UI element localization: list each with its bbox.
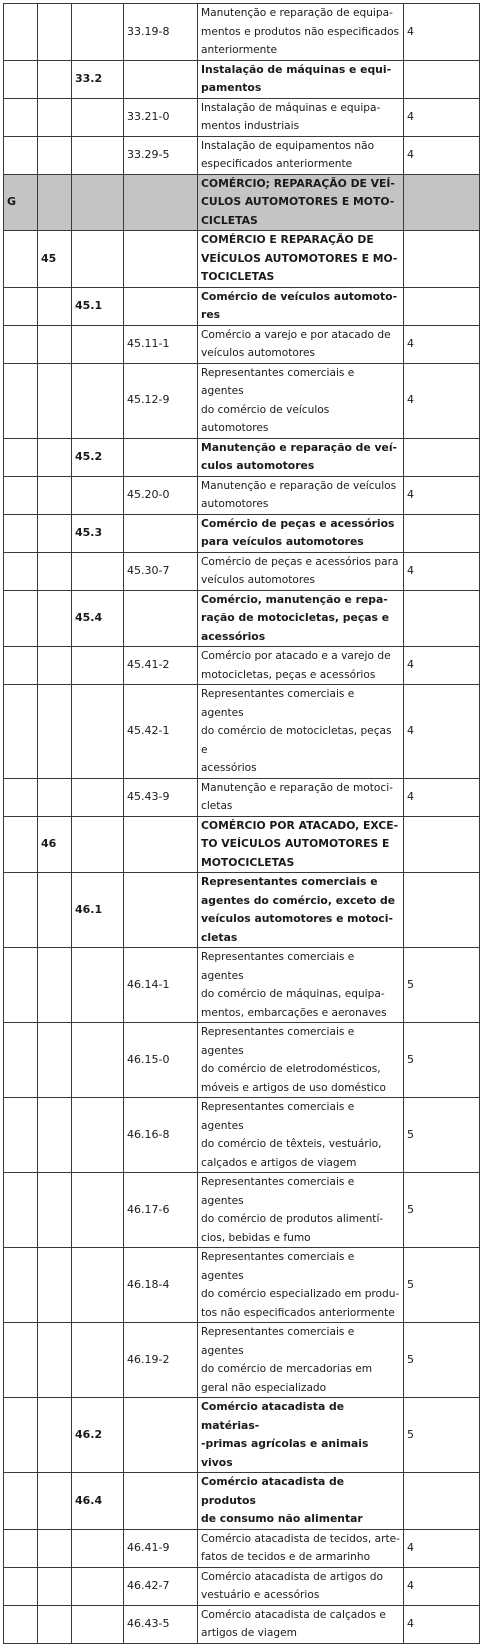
- risk-grade-cell: [404, 873, 480, 948]
- table-row: [4, 778, 480, 816]
- description-text: Representantes comerciais e agentes do comércio de têxteis, vestuário, calçados e artigos de viagem: [201, 1101, 382, 1169]
- group-code-cell: [72, 60, 124, 98]
- risk-grade-cell: [404, 1473, 480, 1530]
- table-row: [4, 514, 480, 552]
- risk-grade-text: 4: [407, 1616, 414, 1630]
- description-text: Comércio atacadista de tecidos, arte- fatos de tecidos e de armarinho: [201, 1532, 400, 1563]
- subclass-code-cell: [124, 816, 198, 873]
- description-cell: [198, 287, 404, 325]
- division-code-cell: [38, 1248, 72, 1323]
- subclass-code-text: 45.20-0: [127, 487, 170, 501]
- table-row: [4, 476, 480, 514]
- risk-grade-cell: [404, 948, 480, 1023]
- section-code-cell: [4, 231, 38, 288]
- subclass-code-cell: [124, 231, 198, 288]
- subclass-code-text: 45.41-2: [127, 658, 170, 672]
- section-code-cell: [4, 685, 38, 779]
- cnae-table: [3, 3, 480, 1644]
- description-cell: [198, 1248, 404, 1323]
- description-cell: [198, 1398, 404, 1473]
- section-code-cell: [4, 1248, 38, 1323]
- group-code-text: 46.4: [75, 1493, 103, 1507]
- risk-grade-text: 5: [407, 977, 414, 991]
- table-row: [4, 1023, 480, 1098]
- group-code-cell: [72, 1567, 124, 1605]
- cnae-table-body: [4, 4, 480, 1644]
- risk-grade-text: 4: [407, 724, 414, 737]
- description-cell: [198, 1098, 404, 1173]
- group-code-text: 45.2: [75, 449, 103, 463]
- table-row: [4, 1473, 480, 1530]
- risk-grade-text: 5: [407, 1277, 414, 1291]
- section-code-cell: [4, 363, 38, 438]
- risk-grade-text: 4: [407, 336, 414, 350]
- description-cell: [198, 1529, 404, 1567]
- division-code-cell: [38, 325, 72, 363]
- subclass-code-cell: [124, 1473, 198, 1530]
- section-code-cell: [4, 60, 38, 98]
- description-cell: [198, 948, 404, 1023]
- group-code-cell: [72, 1098, 124, 1173]
- section-code-cell: [4, 1173, 38, 1248]
- description-text: Representantes comerciais e agentes do comércio de mercadorias em geral não especializado: [201, 1326, 373, 1394]
- table-row: [4, 1605, 480, 1643]
- division-code-cell: [38, 1023, 72, 1098]
- table-row: [4, 136, 480, 174]
- group-code-cell: [72, 174, 124, 231]
- group-code-cell: [72, 1323, 124, 1398]
- description-cell: [198, 552, 404, 590]
- description-text: COMÉRCIO; REPARAÇÃO DE VEÍ- CULOS AUTOMOTORES E MOTO- CICLETAS: [201, 176, 395, 227]
- table-row: [4, 231, 480, 288]
- risk-grade-text: 5: [407, 1202, 414, 1216]
- table-row: [4, 60, 480, 98]
- risk-grade-cell: [404, 174, 480, 231]
- description-text: COMÉRCIO POR ATACADO, EXCE- TO VEÍCULOS AUTOMOTORES E MOTOCICLETAS: [201, 818, 399, 869]
- description-text: Comércio de peças e acessórios para veículos automotores: [201, 555, 399, 586]
- subclass-code-cell: [124, 778, 198, 816]
- subclass-code-cell: [124, 1173, 198, 1248]
- table-row: [4, 287, 480, 325]
- group-code-text: 46.2: [75, 1427, 103, 1441]
- risk-grade-text: 4: [407, 658, 414, 672]
- division-code-cell: [38, 1398, 72, 1473]
- subclass-code-cell: [124, 1248, 198, 1323]
- risk-grade-cell: [404, 1567, 480, 1605]
- group-code-cell: [72, 552, 124, 590]
- section-code-cell: [4, 438, 38, 476]
- group-code-cell: [72, 476, 124, 514]
- group-code-text: 45.4: [75, 611, 103, 624]
- division-code-text: 46: [41, 837, 57, 850]
- table-row: [4, 1248, 480, 1323]
- description-cell: [198, 231, 404, 288]
- section-code-cell: [4, 287, 38, 325]
- description-text: Manutenção e reparação de motoci- cletas: [201, 781, 394, 812]
- subclass-code-text: 33.21-0: [127, 109, 170, 123]
- risk-grade-text: 4: [407, 109, 414, 123]
- risk-grade-text: 5: [407, 1127, 414, 1141]
- group-code-cell: [72, 590, 124, 647]
- subclass-code-cell: [124, 98, 198, 136]
- risk-grade-text: 4: [407, 563, 414, 577]
- risk-grade-cell: [404, 590, 480, 647]
- risk-grade-cell: [404, 476, 480, 514]
- subclass-code-text: 46.16-8: [127, 1127, 170, 1141]
- subclass-code-text: 46.42-7: [127, 1578, 170, 1592]
- division-code-cell: [38, 60, 72, 98]
- subclass-code-cell: [124, 1323, 198, 1398]
- risk-grade-cell: [404, 1398, 480, 1473]
- subclass-code-cell: [124, 1605, 198, 1643]
- section-code-cell: [4, 1605, 38, 1643]
- division-code-cell: [38, 231, 72, 288]
- table-row: [4, 1323, 480, 1398]
- description-cell: [198, 476, 404, 514]
- subclass-code-text: 46.41-9: [127, 1540, 170, 1554]
- risk-grade-cell: [404, 1529, 480, 1567]
- section-code-cell: [4, 98, 38, 136]
- subclass-code-cell: [124, 590, 198, 647]
- description-text: Representantes comerciais e agentes do comércio de eletrodomésticos, móveis e artigos de uso doméstico: [201, 1026, 386, 1094]
- division-code-cell: [38, 647, 72, 685]
- group-code-cell: [72, 1398, 124, 1473]
- section-code-text: G: [7, 195, 17, 208]
- description-text: COMÉRCIO E REPARAÇÃO DE VEÍCULOS AUTOMOTORES E MO- TOCICLETAS: [201, 233, 398, 283]
- description-cell: [198, 1173, 404, 1248]
- description-text: Representantes comerciais e agentes do comércio de máquinas, equipa- mentos, embarcações e aeronaves: [201, 951, 387, 1019]
- section-code-cell: [4, 590, 38, 647]
- description-cell: [198, 363, 404, 438]
- table-row: [4, 98, 480, 136]
- section-code-cell: [4, 174, 38, 231]
- description-text: Representantes comerciais e agentes do comércio de veículos automotores: [201, 366, 355, 434]
- subclass-code-cell: [124, 647, 198, 685]
- group-code-cell: [72, 514, 124, 552]
- description-text: Comércio atacadista de matérias- -primas agrícolas e animais vivos: [201, 1400, 369, 1469]
- risk-grade-text: 4: [407, 393, 414, 407]
- subclass-code-text: 46.43-5: [127, 1616, 170, 1630]
- table-row: [4, 363, 480, 438]
- group-code-text: 45.1: [75, 298, 103, 312]
- table-row: [4, 948, 480, 1023]
- section-code-cell: [4, 816, 38, 873]
- risk-grade-text: 5: [407, 1352, 414, 1366]
- risk-grade-cell: [404, 287, 480, 325]
- description-text: Representantes comerciais e agentes do comércio, exceto de veículos automotores e motoci- cletas: [201, 875, 396, 944]
- table-row: [4, 1567, 480, 1605]
- table-row: [4, 438, 480, 476]
- group-code-cell: [72, 1173, 124, 1248]
- section-code-cell: [4, 1098, 38, 1173]
- division-code-cell: [38, 778, 72, 816]
- description-cell: [198, 60, 404, 98]
- description-cell: [198, 514, 404, 552]
- subclass-code-text: 46.17-6: [127, 1202, 170, 1216]
- description-text: Manutenção e reparação de equipa- mentos e produtos não especificados anteriormente: [201, 7, 400, 56]
- description-text: Representantes comerciais e agentes do comércio especializado em produ- tos não especificados anteriormente: [201, 1251, 400, 1319]
- subclass-code-cell: [124, 363, 198, 438]
- subclass-code-text: 46.14-1: [127, 977, 170, 991]
- division-code-cell: [38, 514, 72, 552]
- risk-grade-cell: [404, 552, 480, 590]
- description-cell: [198, 1473, 404, 1530]
- risk-grade-cell: [404, 1323, 480, 1398]
- section-code-cell: [4, 325, 38, 363]
- subclass-code-cell: [124, 60, 198, 98]
- description-cell: [198, 685, 404, 779]
- division-code-cell: [38, 1605, 72, 1643]
- table-row: [4, 1173, 480, 1248]
- risk-grade-cell: [404, 363, 480, 438]
- table-row: [4, 1098, 480, 1173]
- description-cell: [198, 325, 404, 363]
- risk-grade-cell: [404, 98, 480, 136]
- division-code-cell: [38, 174, 72, 231]
- section-code-cell: [4, 1473, 38, 1530]
- subclass-code-text: 46.19-2: [127, 1352, 170, 1366]
- subclass-code-cell: [124, 476, 198, 514]
- subclass-code-text: 45.12-9: [127, 393, 170, 407]
- section-code-cell: [4, 476, 38, 514]
- risk-grade-cell: [404, 231, 480, 288]
- division-code-cell: [38, 1098, 72, 1173]
- division-code-text: 45: [41, 251, 57, 265]
- subclass-code-cell: [124, 325, 198, 363]
- group-code-cell: [72, 873, 124, 948]
- section-code-cell: [4, 1529, 38, 1567]
- division-code-cell: [38, 98, 72, 136]
- table-row: [4, 174, 480, 231]
- risk-grade-text: 4: [407, 789, 414, 803]
- table-row: [4, 685, 480, 779]
- risk-grade-cell: [404, 136, 480, 174]
- table-row: [4, 1529, 480, 1567]
- division-code-cell: [38, 4, 72, 61]
- subclass-code-cell: [124, 438, 198, 476]
- subclass-code-cell: [124, 514, 198, 552]
- description-text: Representantes comerciais e agentes do comércio de produtos alimentí- cios, bebidas e fumo: [201, 1176, 384, 1244]
- group-code-cell: [72, 231, 124, 288]
- subclass-code-cell: [124, 174, 198, 231]
- subclass-code-text: 45.11-1: [127, 336, 170, 350]
- division-code-cell: [38, 1567, 72, 1605]
- section-code-cell: [4, 1567, 38, 1605]
- subclass-code-cell: [124, 948, 198, 1023]
- description-cell: [198, 1605, 404, 1643]
- risk-grade-cell: [404, 1173, 480, 1248]
- risk-grade-cell: [404, 438, 480, 476]
- description-cell: [198, 136, 404, 174]
- description-text: Representantes comerciais e agentes do comércio de motocicletas, peças e acessórios: [201, 688, 392, 774]
- group-code-text: 46.1: [75, 902, 103, 916]
- description-cell: [198, 647, 404, 685]
- risk-grade-text: 5: [407, 1052, 414, 1066]
- risk-grade-cell: [404, 1098, 480, 1173]
- risk-grade-text: 4: [407, 24, 414, 38]
- section-code-cell: [4, 1323, 38, 1398]
- description-cell: [198, 1023, 404, 1098]
- risk-grade-text: 4: [407, 1578, 414, 1592]
- risk-grade-text: 4: [407, 1540, 414, 1554]
- description-text: Comércio atacadista de calçados e artigos de viagem: [201, 1608, 386, 1639]
- description-text: Comércio, manutenção e repa- ração de motocicletas, peças e acessórios: [201, 592, 390, 643]
- section-code-cell: [4, 873, 38, 948]
- description-text: Manutenção e reparação de veículos automotores: [201, 479, 397, 510]
- description-text: Comércio atacadista de artigos do vestuário e acessórios: [201, 1570, 383, 1601]
- division-code-cell: [38, 1473, 72, 1530]
- section-code-cell: [4, 4, 38, 61]
- table-row: [4, 816, 480, 873]
- subclass-code-cell: [124, 1023, 198, 1098]
- subclass-code-cell: [124, 1398, 198, 1473]
- division-code-cell: [38, 552, 72, 590]
- division-code-cell: [38, 1529, 72, 1567]
- risk-grade-cell: [404, 4, 480, 61]
- table-row: [4, 873, 480, 948]
- description-text: Comércio por atacado e a varejo de motocicletas, peças e acessórios: [201, 650, 391, 681]
- subclass-code-text: 45.42-1: [127, 724, 170, 737]
- risk-grade-cell: [404, 778, 480, 816]
- group-code-cell: [72, 948, 124, 1023]
- group-code-cell: [72, 363, 124, 438]
- description-text: Comércio atacadista de produtos de consumo não alimentar: [201, 1475, 363, 1525]
- risk-grade-text: 4: [407, 487, 414, 501]
- section-code-cell: [4, 136, 38, 174]
- division-code-cell: [38, 476, 72, 514]
- description-cell: [198, 873, 404, 948]
- description-text: Instalação de máquinas e equi- pamentos: [201, 62, 392, 94]
- description-cell: [198, 1323, 404, 1398]
- group-code-cell: [72, 647, 124, 685]
- risk-grade-cell: [404, 1605, 480, 1643]
- division-code-cell: [38, 438, 72, 476]
- division-code-cell: [38, 363, 72, 438]
- group-code-cell: [72, 438, 124, 476]
- subclass-code-text: 33.19-8: [127, 24, 170, 38]
- group-code-cell: [72, 325, 124, 363]
- description-cell: [198, 174, 404, 231]
- description-cell: [198, 98, 404, 136]
- group-code-cell: [72, 98, 124, 136]
- section-code-cell: [4, 514, 38, 552]
- subclass-code-cell: [124, 136, 198, 174]
- subclass-code-cell: [124, 4, 198, 61]
- description-text: Instalação de equipamentos não especificados anteriormente: [201, 139, 375, 170]
- description-text: Comércio a varejo e por atacado de veículos automotores: [201, 328, 391, 359]
- description-text: Manutenção e reparação de veí- culos automotores: [201, 440, 398, 472]
- risk-grade-cell: [404, 1023, 480, 1098]
- section-code-cell: [4, 1398, 38, 1473]
- description-cell: [198, 438, 404, 476]
- group-code-cell: [72, 4, 124, 61]
- group-code-cell: [72, 1023, 124, 1098]
- group-code-cell: [72, 685, 124, 779]
- group-code-cell: [72, 1248, 124, 1323]
- division-code-cell: [38, 1323, 72, 1398]
- group-code-cell: [72, 136, 124, 174]
- risk-grade-cell: [404, 514, 480, 552]
- risk-grade-cell: [404, 685, 480, 779]
- table-row: [4, 647, 480, 685]
- section-code-cell: [4, 948, 38, 1023]
- description-cell: [198, 590, 404, 647]
- group-code-cell: [72, 1605, 124, 1643]
- table-row: [4, 590, 480, 647]
- risk-grade-cell: [404, 647, 480, 685]
- description-text: Instalação de máquinas e equipa- mentos industriais: [201, 101, 381, 132]
- subclass-code-text: 46.15-0: [127, 1052, 170, 1066]
- subclass-code-cell: [124, 1567, 198, 1605]
- section-code-cell: [4, 552, 38, 590]
- division-code-cell: [38, 816, 72, 873]
- section-code-cell: [4, 778, 38, 816]
- risk-grade-text: 4: [407, 147, 414, 161]
- division-code-cell: [38, 873, 72, 948]
- group-code-text: 33.2: [75, 71, 103, 85]
- group-code-text: 45.3: [75, 525, 103, 539]
- subclass-code-cell: [124, 1098, 198, 1173]
- subclass-code-text: 45.43-9: [127, 789, 170, 803]
- risk-grade-cell: [404, 816, 480, 873]
- description-cell: [198, 778, 404, 816]
- risk-grade-cell: [404, 1248, 480, 1323]
- subclass-code-cell: [124, 1529, 198, 1567]
- description-cell: [198, 4, 404, 61]
- group-code-cell: [72, 1529, 124, 1567]
- description-cell: [198, 816, 404, 873]
- description-cell: [198, 1567, 404, 1605]
- division-code-cell: [38, 136, 72, 174]
- section-code-cell: [4, 1023, 38, 1098]
- subclass-code-cell: [124, 287, 198, 325]
- group-code-cell: [72, 778, 124, 816]
- subclass-code-cell: [124, 552, 198, 590]
- section-code-cell: [4, 647, 38, 685]
- description-text: Comércio de peças e acessórios para veículos automotores: [201, 516, 395, 548]
- subclass-code-text: 46.18-4: [127, 1277, 170, 1291]
- risk-grade-text: 5: [407, 1427, 414, 1441]
- division-code-cell: [38, 1173, 72, 1248]
- risk-grade-cell: [404, 60, 480, 98]
- subclass-code-cell: [124, 873, 198, 948]
- subclass-code-text: 45.30-7: [127, 563, 170, 577]
- subclass-code-cell: [124, 685, 198, 779]
- group-code-cell: [72, 287, 124, 325]
- table-row: [4, 1398, 480, 1473]
- table-row: [4, 552, 480, 590]
- division-code-cell: [38, 948, 72, 1023]
- division-code-cell: [38, 685, 72, 779]
- division-code-cell: [38, 590, 72, 647]
- table-row: [4, 325, 480, 363]
- risk-grade-cell: [404, 325, 480, 363]
- group-code-cell: [72, 1473, 124, 1530]
- subclass-code-text: 33.29-5: [127, 147, 170, 161]
- group-code-cell: [72, 816, 124, 873]
- table-row: [4, 4, 480, 61]
- description-text: Comércio de veículos automoto- res: [201, 289, 398, 321]
- division-code-cell: [38, 287, 72, 325]
